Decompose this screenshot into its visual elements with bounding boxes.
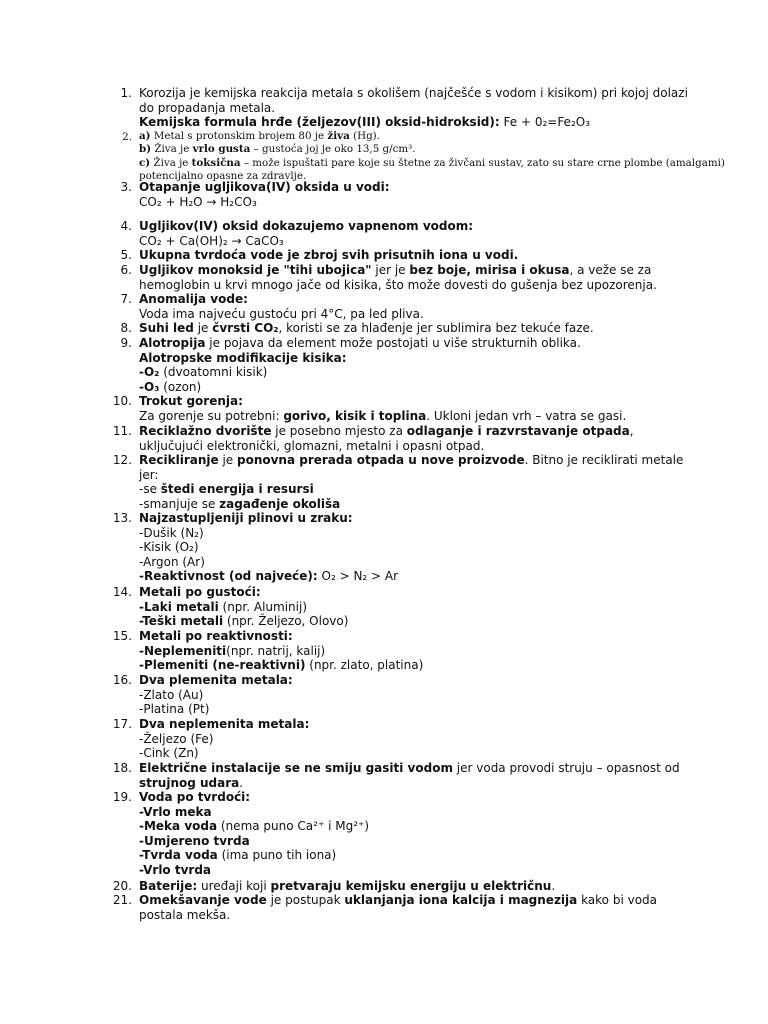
text-run: je [218, 453, 237, 467]
text-run: -Platina (Pt) [139, 702, 210, 717]
bold-text: -Neplemeniti [139, 643, 227, 658]
list-item [110, 336, 680, 394]
list-item-content [139, 761, 680, 790]
list-item-number: 12. [112, 453, 132, 467]
text-run: (npr. zlato, platina) [305, 658, 424, 673]
text-run: . [239, 775, 244, 790]
text-run: (dvoatomni kisik) [159, 365, 268, 380]
bold-text: Voda po tvrdoći: [139, 790, 251, 804]
list-item-content [139, 424, 680, 453]
list-item [110, 453, 684, 511]
text-line [139, 600, 680, 615]
text-run: , [629, 424, 634, 438]
text-line [139, 453, 684, 468]
bold-text: -Umjereno tvrda [139, 833, 250, 848]
bold-text: Recikliranje [139, 453, 219, 467]
list-item [110, 761, 680, 790]
text-line [139, 195, 680, 210]
list-item-number: 13. [112, 511, 132, 525]
text-line [139, 526, 680, 541]
text-line [139, 482, 680, 497]
list-item [110, 717, 680, 761]
bold-text: ponovna prerada otpada u nove proizvode [236, 453, 525, 467]
text-run: (npr. natrij, kalij) [226, 643, 326, 658]
text-line [139, 468, 680, 483]
text-line [139, 585, 680, 600]
text-run: – može ispuštati pare koje su štetne za živčani sustav, zato su stare crne plombe (amalgami) [240, 156, 725, 169]
text-run: . [551, 879, 556, 893]
list-item-number: 4. [120, 219, 132, 233]
text-run: hemoglobin u krvi mnogo jače od kisika, što može dovesti do gušenja bez upozorenja. [139, 277, 657, 292]
list-item [110, 180, 680, 209]
list-item-number: 16. [112, 673, 132, 687]
list-item-number: 9. [120, 336, 132, 350]
text-line [139, 673, 680, 688]
text-run: Korozija je kemijska reakcija metala s okolišem (najčešće s vodom i kisikom) pri kojoj dolazi [139, 86, 688, 100]
bold-text: strujnog udara [139, 775, 240, 790]
list-item-content [139, 248, 680, 263]
text-line [139, 614, 680, 629]
text-line [139, 497, 680, 512]
bold-text: Anomalija vode: [139, 292, 248, 306]
list-item-number: 14. [112, 585, 132, 599]
text-line [139, 863, 680, 878]
bold-text: Trokut gorenja: [139, 394, 243, 408]
list-item-content [139, 263, 680, 292]
text-line [139, 248, 680, 263]
text-line [139, 511, 680, 526]
text-run: potencijalno opasne za zdravlje. [139, 169, 307, 182]
list-item-number: 5. [120, 248, 132, 262]
bold-text: živa [327, 130, 350, 142]
list-item [110, 219, 680, 248]
text-run: (npr. Aluminij) [218, 599, 308, 614]
text-line [139, 156, 725, 170]
list-item-number: 18. [112, 761, 132, 775]
bold-text: Reciklažno dvorište [139, 424, 272, 438]
text-line [139, 658, 680, 673]
list-item-content [139, 219, 680, 248]
text-line [139, 848, 680, 863]
text-line [139, 732, 680, 747]
text-line [139, 86, 688, 101]
bold-text: Električne instalacije se ne smiju gasiti vodom [139, 761, 453, 775]
bold-text: -Meka voda [139, 819, 218, 834]
text-run: -Argon (Ar) [139, 554, 205, 569]
text-run: je posebno mjesto za [271, 424, 407, 438]
text-run: Fe + 0₂=Fe₂O₃ [499, 115, 591, 130]
text-line [139, 834, 680, 849]
text-line [139, 805, 680, 820]
text-run: Za gorenje su potrebni: [139, 408, 284, 423]
text-run: CO₂ + Ca(OH)₂ → CaCO₃ [139, 233, 284, 248]
list-item [110, 130, 725, 183]
text-line [139, 321, 680, 336]
text-line [139, 893, 680, 908]
text-line [139, 629, 680, 644]
list-item [110, 629, 680, 673]
list-item-content [139, 180, 680, 209]
text-line [139, 569, 680, 584]
bold-text: čvrsti CO₂ [212, 321, 279, 335]
bold-text: bez boje, mirisa i okusa [409, 263, 570, 277]
list-item [110, 86, 688, 130]
list-item-number: 2. [122, 131, 132, 143]
text-run: jer voda provodi struju – opasnost od [452, 761, 680, 775]
text-run: je postupak [266, 893, 345, 907]
text-run: (Hg). [349, 130, 380, 142]
text-line [139, 702, 680, 717]
text-run: , a veže se za [569, 263, 652, 277]
text-run: Živa je [150, 156, 192, 169]
text-line [139, 819, 680, 834]
list-item [110, 292, 680, 321]
bold-text: -O₂ [139, 365, 160, 380]
text-line [139, 540, 680, 555]
list-item-content [139, 629, 680, 673]
list-item-number: 11. [112, 424, 132, 438]
text-line [139, 292, 680, 307]
text-run: Voda ima najveću gustoću pri 4°C, pa led pliva. [139, 306, 424, 321]
text-run: -Kisik (O₂) [139, 540, 199, 555]
text-run: (ozon) [159, 379, 202, 394]
text-run: (nema puno Ca²⁺ i Mg²⁺) [217, 819, 370, 834]
bold-text: Dva neplemenita metala: [139, 717, 310, 731]
text-run: jer: [139, 467, 159, 482]
text-line [139, 409, 680, 424]
bold-text: Alotropija [139, 336, 206, 350]
bold-text: Ugljikov monoksid je "tihi ubojica" [139, 263, 372, 277]
list-item-number: 6. [120, 263, 132, 277]
list-item-content [139, 717, 680, 761]
bold-text: -Vrlo meka [139, 804, 212, 819]
bold-text: Alotropske modifikacije kisika: [139, 350, 347, 365]
list-item-number: 20. [112, 879, 132, 893]
list-item-number: 17. [112, 717, 132, 731]
text-line [139, 790, 680, 805]
text-run: do propadanja metala. [139, 100, 276, 115]
bold-text: pretvaraju kemijsku energiju u električnu [270, 879, 552, 893]
list-item-number: 1. [120, 86, 132, 100]
text-line [139, 234, 680, 249]
bold-text: -Plemeniti (ne-reaktivni) [139, 658, 306, 673]
text-run: (ima puno tih iona) [217, 848, 337, 863]
bold-text: odlaganje i razvrstavanje otpada [406, 424, 630, 438]
bold-text: Dva plemenita metala: [139, 673, 293, 687]
bold-text: Metali po gustoći: [139, 585, 261, 599]
text-run: Živa je [151, 143, 193, 156]
list-item-number: 15. [112, 629, 132, 643]
bold-text: a) [139, 130, 151, 142]
text-run: . Ukloni jedan vrh – vatra se gasi. [426, 408, 627, 423]
text-run: . Bitno je reciklirati metale [524, 453, 684, 467]
text-run: jer je [371, 263, 410, 277]
text-line [139, 101, 680, 116]
list-item-content [139, 673, 680, 717]
text-run: -smanjuje se [139, 496, 220, 511]
text-line [139, 555, 680, 570]
bold-text: -Tvrda voda [139, 848, 218, 863]
list-item [110, 790, 680, 878]
text-run: O₂ > N₂ > Ar [317, 569, 399, 584]
bold-text: Kemijska formula hrđe (željezov(III) oksid-hidroksid): [139, 115, 500, 130]
text-run: -Željezo (Fe) [139, 731, 214, 746]
list-item-number: 21. [112, 893, 132, 907]
list-item-number: 10. [112, 394, 132, 408]
list-item [110, 394, 680, 423]
bold-text: Ukupna tvrdoća vode je zbroj svih prisutnih iona u vodi. [139, 248, 519, 262]
list-item-content [139, 453, 684, 511]
text-line [139, 380, 680, 395]
bold-text: -Teški metali [139, 614, 224, 629]
bold-text: -Laki metali [139, 599, 219, 614]
list-item-content [139, 893, 680, 922]
text-line [139, 219, 680, 234]
text-run: je [193, 321, 213, 335]
bold-text: toksična [191, 156, 241, 169]
list-item-content [139, 585, 680, 629]
text-line [139, 908, 680, 923]
list-item-content [139, 321, 680, 336]
list-item [110, 879, 680, 894]
bold-text: gorivo, kisik i toplina [283, 408, 427, 423]
text-line [139, 130, 680, 143]
text-line [139, 644, 680, 659]
bold-text: vrlo gusta [192, 143, 251, 156]
text-run: -Dušik (N₂) [139, 525, 204, 540]
list-item [110, 424, 680, 453]
list-item-number: 7. [120, 292, 132, 306]
text-line [139, 365, 680, 380]
bold-text: uklanjanja iona kalcija i magnezija [344, 893, 578, 907]
bold-text: Omekšavanje vode [139, 893, 267, 907]
bold-text: -Vrlo tvrda [139, 862, 212, 877]
list-item-content [139, 130, 725, 183]
text-run: postala mekša. [139, 907, 231, 922]
list-item-content [139, 86, 688, 130]
text-run: kako bi voda [577, 893, 658, 907]
list-item-content [139, 394, 680, 423]
bold-text: Otapanje ugljikova(IV) oksida u vodi: [139, 180, 390, 194]
bold-text: -O₃ [139, 379, 160, 394]
list-item-number: 8. [120, 321, 132, 335]
text-line [139, 761, 680, 776]
text-line [139, 424, 680, 439]
text-line [139, 879, 680, 894]
bold-text: štedi energija i resursi [160, 482, 314, 497]
list-item [110, 321, 680, 336]
text-line [139, 115, 680, 130]
text-line [139, 336, 680, 351]
bold-text: b) [139, 143, 152, 156]
list-item-number: 19. [112, 790, 132, 804]
text-run: – gustoća joj je oko 13,5 g/cm³. [250, 143, 416, 156]
text-run: uključujući elektronički, glomazni, metalni i opasni otpad. [139, 438, 485, 453]
bold-text: Suhi led [139, 321, 194, 335]
text-run: -Zlato (Au) [139, 687, 204, 702]
text-run: -Cink (Zn) [139, 746, 199, 761]
text-run: uređaji koji [197, 879, 271, 893]
text-line [139, 180, 680, 195]
list-item [110, 263, 680, 292]
text-line [139, 143, 680, 156]
list-item [110, 673, 680, 717]
list-item [110, 893, 680, 922]
text-run: CO₂ + H₂O → H₂CO₃ [139, 194, 257, 209]
list-item [110, 585, 680, 629]
text-line [139, 307, 680, 322]
list-item-number: 3. [120, 180, 132, 194]
list-item [110, 248, 680, 263]
text-run: (npr. Željezo, Olovo) [223, 614, 349, 629]
text-line [139, 688, 680, 703]
text-line [139, 717, 680, 732]
list-item-content [139, 511, 680, 584]
text-line [139, 394, 680, 409]
list-item-content [139, 336, 680, 394]
text-run: Metal s protonskim brojem 80 je [150, 130, 328, 142]
text-line [139, 263, 680, 278]
list-item-content [139, 790, 680, 878]
text-line [139, 746, 680, 761]
bold-text: Baterije: [139, 879, 198, 893]
list-item [110, 511, 680, 584]
text-run: -se [139, 482, 161, 497]
text-line [139, 278, 680, 293]
text-line [139, 776, 680, 791]
list-item-content [139, 879, 680, 894]
bold-text: zagađenje okoliša [219, 496, 341, 511]
bold-text: -Reaktivnost (od najveće): [139, 569, 318, 584]
text-line [139, 351, 680, 366]
bold-text: Ugljikov(IV) oksid dokazujemo vapnenom vodom: [139, 219, 474, 233]
text-run: je pojava da element može postojati u više strukturnih oblika. [205, 336, 581, 350]
bold-text: Najzastupljeniji plinovi u zraku: [139, 511, 353, 525]
list-item-content [139, 292, 680, 321]
bold-text: Metali po reaktivnosti: [139, 629, 293, 643]
text-run: , koristi se za hlađenje jer sublimira bez tekuće faze. [278, 321, 594, 335]
bold-text: c) [139, 156, 151, 169]
text-line [139, 439, 680, 454]
